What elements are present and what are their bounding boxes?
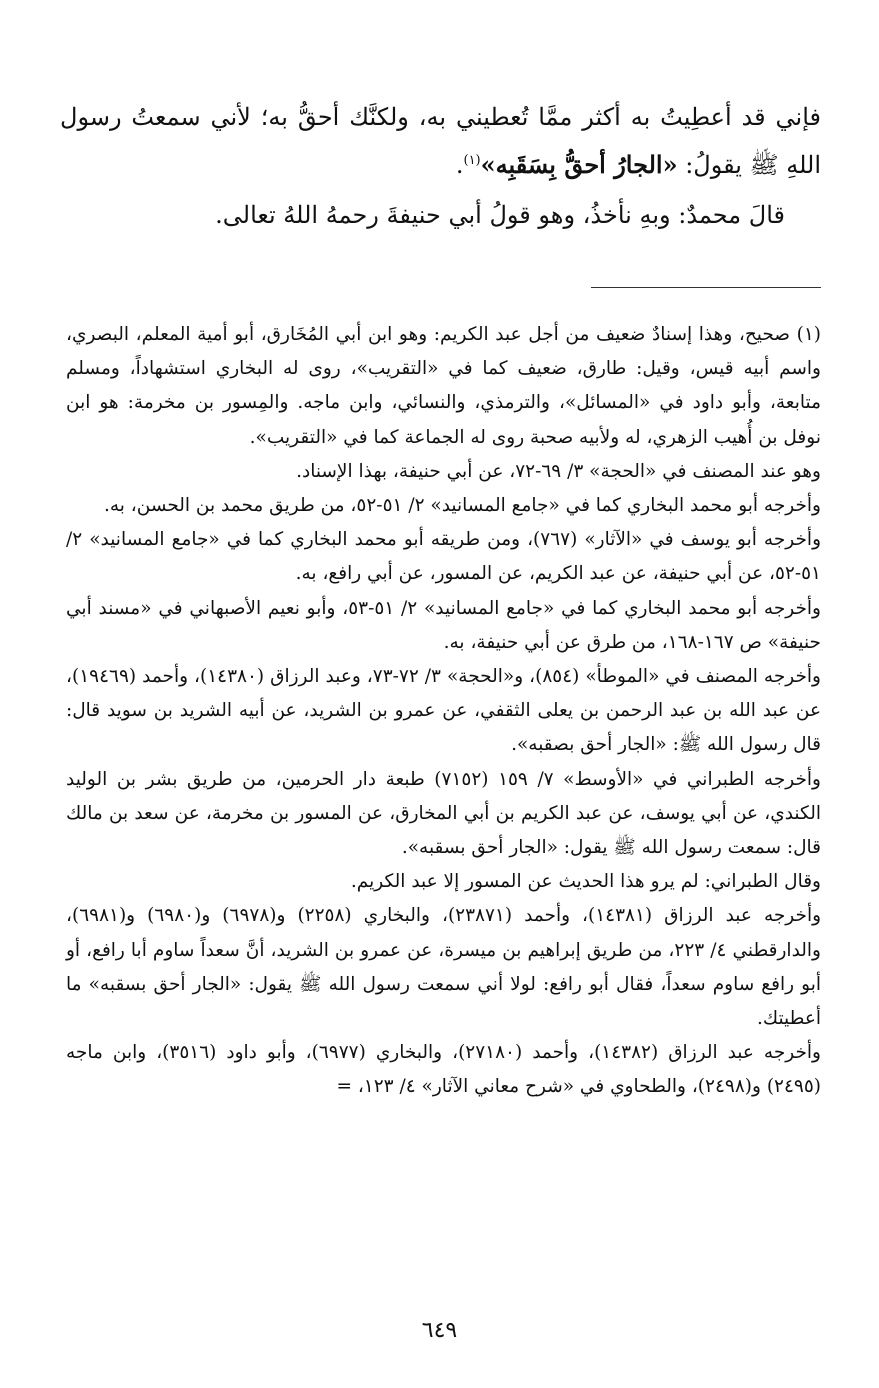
footnote-paragraph: وأخرجه أبو يوسف في «الآثار» (٧٦٧)، ومن طريقه أبو محمد البخاري كما في «جامع المسانيد» ٢/ ٥١-٥٢، عن أبي حنيفة، عن عبد الكريم، عن المسور، عن أبي رافع، به. <box>66 529 821 585</box>
footnote-divider <box>591 287 821 288</box>
footnotes <box>66 318 821 1105</box>
footnote-paragraph: وأخرجه عبد الرزاق (١٤٣٨١)، وأحمد (٢٣٨٧١)، والبخاري (٢٢٥٨) و(٦٩٧٨) و(٦٩٨٠) و(٦٩٨١)، والدارقطني ٤/ ٢٢٣، من طريق إبراهيم بن ميسرة، عن عمرو بن الشريد، أنَّ سعداً ساوم أبا رافع، أو أبو رافع ساوم سعداً، فقال أبو رافع: لولا أني سمعت رسول الله ﷺ يقول: «الجار أحق بسقبه» ما أعطيتك. <box>66 905 822 1030</box>
footnote-paragraph: وهو عند المصنف في «الحجة» ٣/ ٦٩-٧٢، عن أبي حنيفة، بهذا الإسناد. <box>296 460 821 482</box>
main-text <box>60 95 821 237</box>
footnote-paragraph: وقال الطبراني: لم يرو هذا الحديث عن المسور إلا عبد الكريم. <box>350 871 821 893</box>
footnote-paragraph: وأخرجه المصنف في «الموطأ» (٨٥٤)، و«الحجة» ٣/ ٧٢-٧٣، وعبد الرزاق (١٤٣٨٠)، وأحمد (١٩٤٦٩)، عن عبد الله بن عبد الرحمن بن يعلى الثقفي، عن عمرو بن الشريد، عن أبيه الشريد بن سويد قال: قال رسول الله ﷺ: «الجار أحق بصقبه». <box>66 666 821 756</box>
footnote-paragraph: (١) صحيح، وهذا إسنادٌ ضعيف من أجل عبد الكريم: وهو ابن أبي المُخَارق، أبو أمية المعلم، البصري، واسم أبيه قيس، وقيل: طارق، ضعيف كما في «التقريب»، روى له البخاري استشهاداً، ومسلم متابعة، وأبو داود في «المسائل»، والترمذي، والنسائي، وابن ماجه. والمِسور بن مخرمة: هو ابن نوفل بن أُهيب الزهري، له ولأبيه صحبة روى له الجماعة كما في «التقريب». <box>66 324 821 448</box>
footnote-paragraph: وأخرجه الطبراني في «الأوسط» ٧/ ١٥٩ (٧١٥٢) طبعة دار الحرمين، من طريق بشر بن الوليد الكندي، عن أبي يوسف، عن عبد الكريم بن أبي المخارق، عن المسور بن مخرمة، عن سعد بن مالك قال: سمعت رسول الله ﷺ يقول: «الجار أحق بسقبه». <box>66 768 821 859</box>
main-text-segment: . <box>455 151 464 179</box>
main-text-segment: فإني قد أعطِيتُ به أكثر ممَّا تُعطيني به، ولكنَّك أحقُّ به؛ لأني سمعتُ رسول اللهِ ﷺ يقولُ: <box>60 103 821 179</box>
footnote-paragraph: وأخرجه أبو محمد البخاري كما في «جامع المسانيد» ٢/ ٥١-٥٣، وأبو نعيم الأصبهاني في «مسند أبي حنيفة» ص ١٦٧-١٦٨، من طرق عن أبي حنيفة، به. <box>66 597 821 653</box>
main-paragraph <box>60 95 821 187</box>
footnote-reference: (١) <box>463 153 481 168</box>
page-number: ٦٤٩ <box>421 1318 458 1343</box>
hadith-quote: «الجارُ أحقُّ بِسَقَبِه» <box>480 150 678 179</box>
main-paragraph: قالَ محمدٌ: وبهِ نأخذُ، وهو قولُ أبي حنيفةَ رحمهُ اللهُ تعالى. <box>215 201 785 229</box>
footnote-paragraph: وأخرجه عبد الرزاق (١٤٣٨٢)، وأحمد (٢٧١٨٠)، والبخاري (٦٩٧٧)، وأبو داود (٣٥١٦)، وابن ماجه (٢٤٩٥) و(٢٤٩٨)، والطحاوي في «شرح معاني الآثار» ٤/ ١٢٣، = <box>66 1042 821 1098</box>
footnote-paragraph: وأخرجه أبو محمد البخاري كما في «جامع المسانيد» ٢/ ٥١-٥٢، من طريق محمد بن الحسن، به. <box>103 495 821 517</box>
